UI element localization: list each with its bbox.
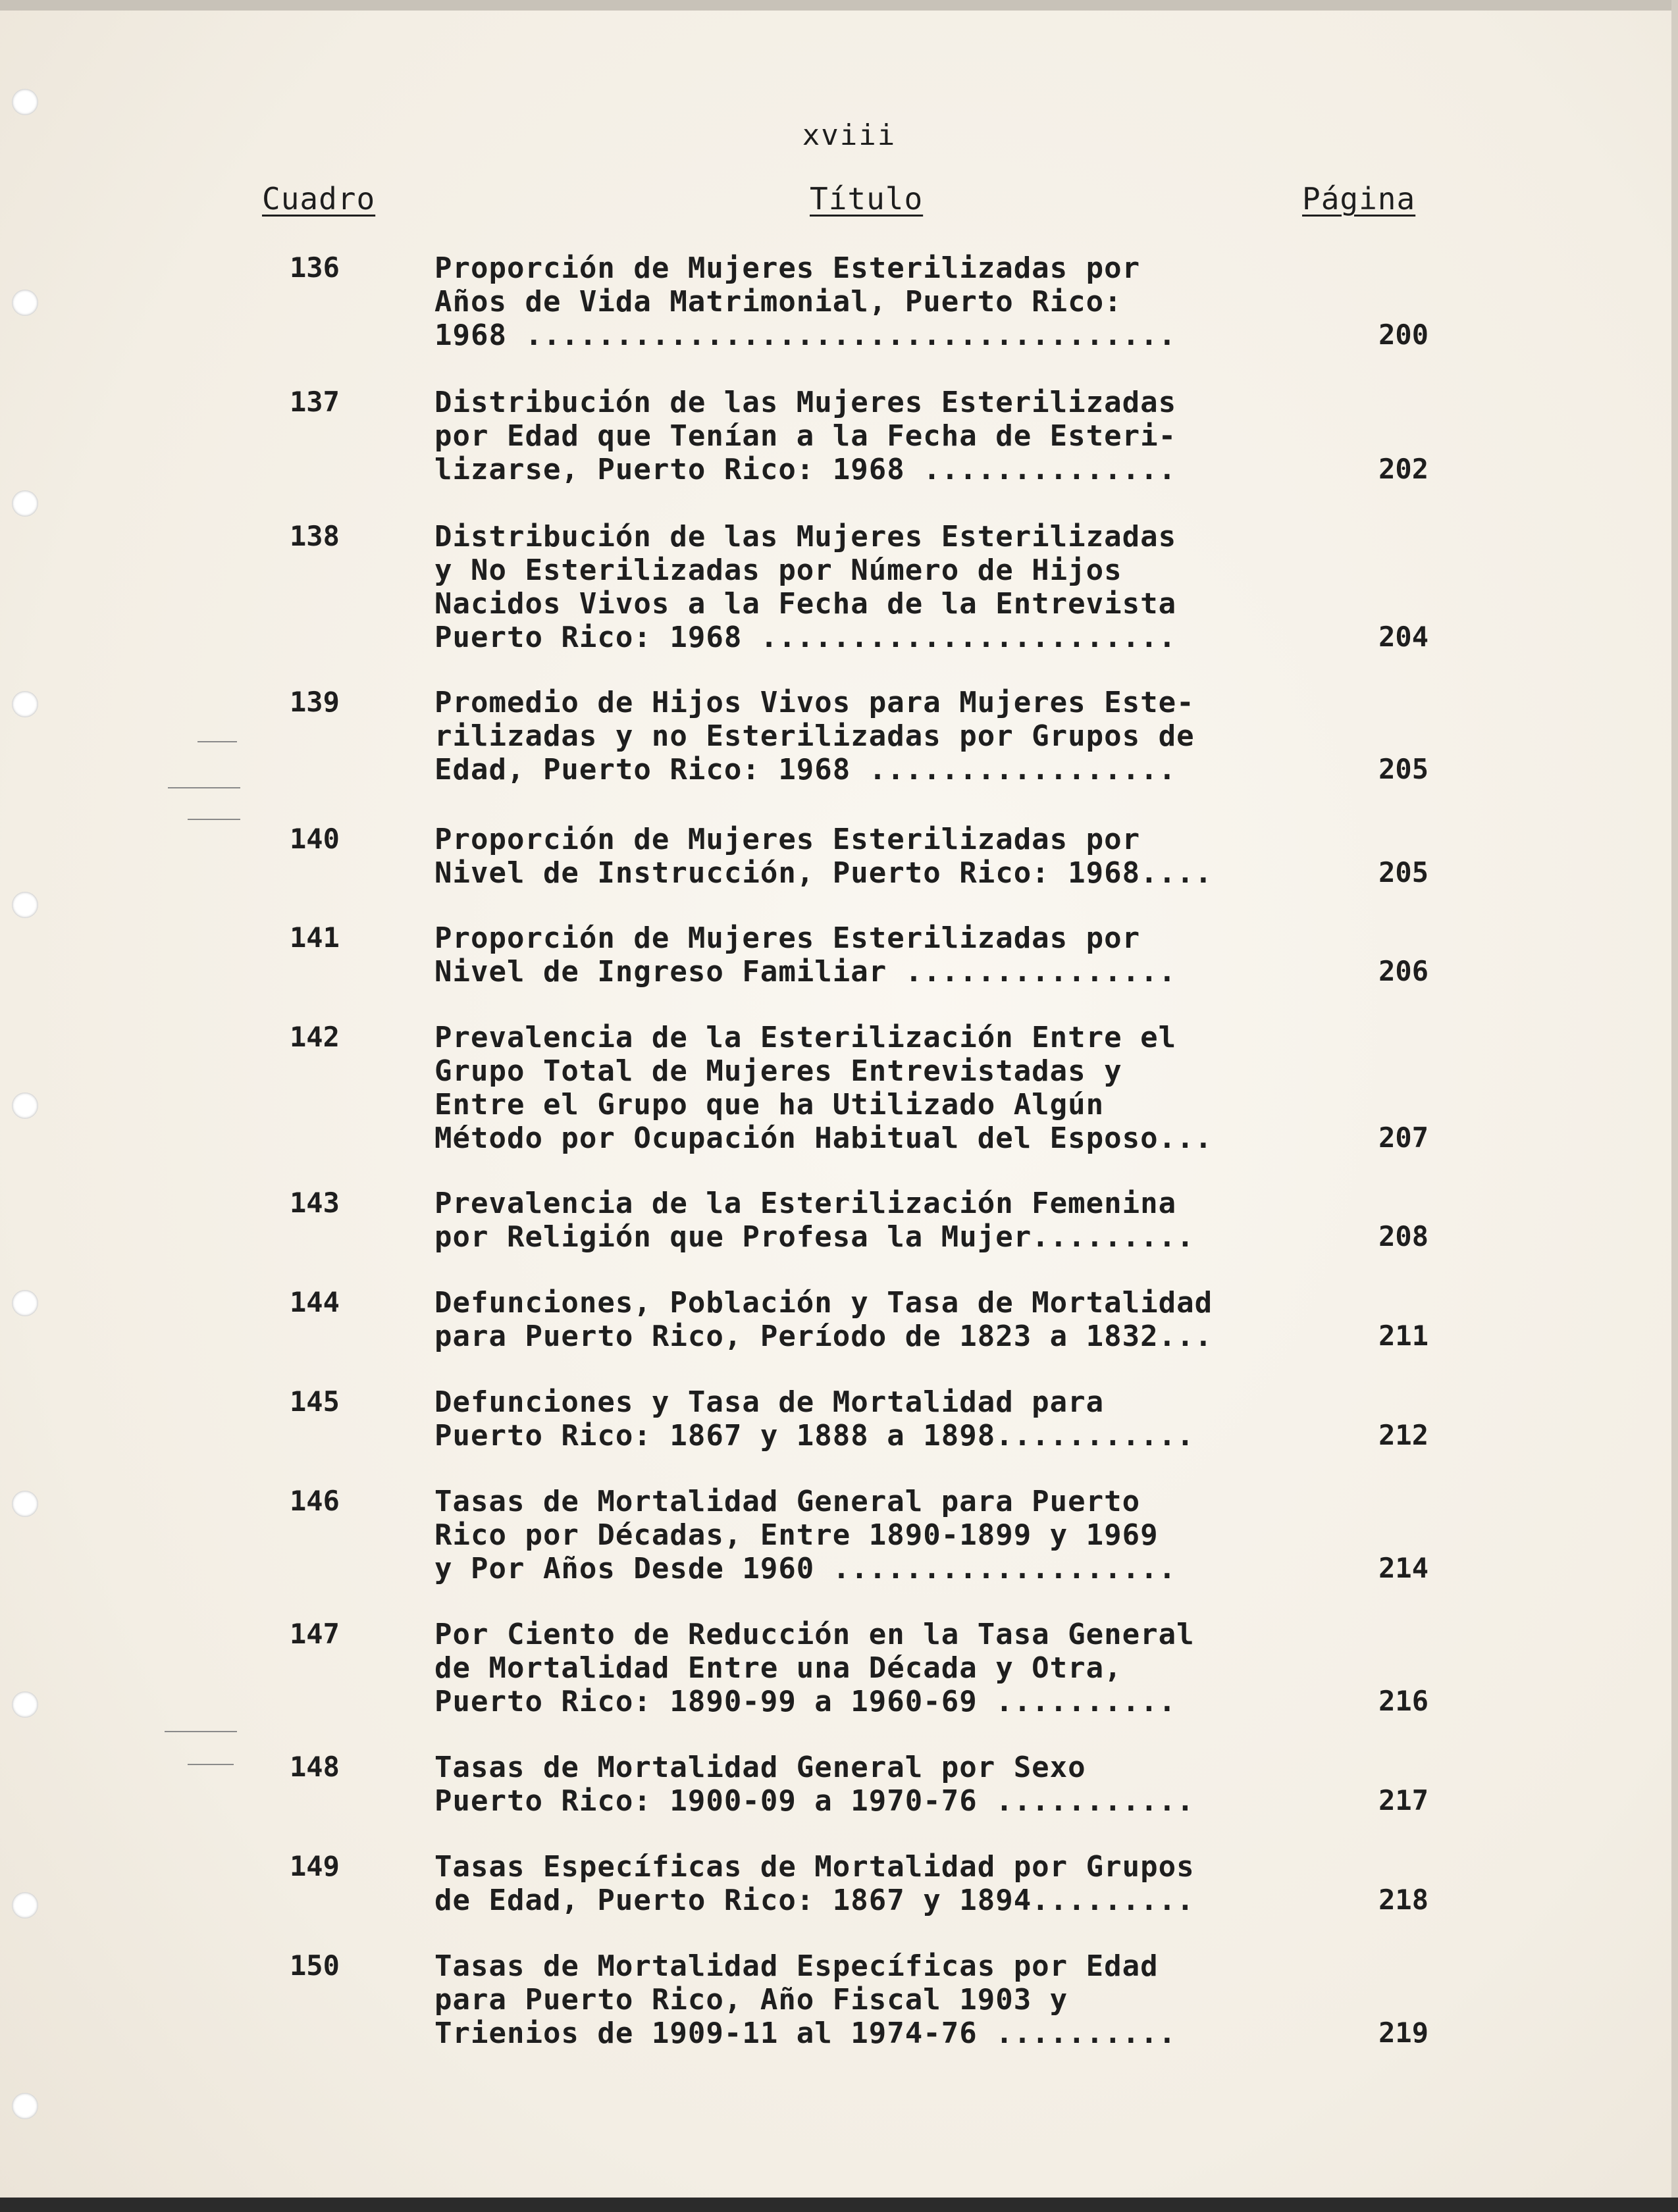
page-reference: 208 xyxy=(1378,1220,1429,1252)
table-number: 139 xyxy=(290,686,340,718)
page-reference: 205 xyxy=(1378,753,1429,785)
table-title: Proporción de Mujeres Esterilizadas por Nivel de Ingreso Familiar ............... xyxy=(434,921,1177,989)
table-title: Proporción de Mujeres Esterilizadas por Nivel de Instrucción, Puerto Rico: 1968.... xyxy=(434,823,1213,890)
table-title: Promedio de Hijos Vivos para Mujeres Este- rilizadas y no Esterilizadas por Grupos de Edad, Puerto Rico: 1968 ................. xyxy=(434,686,1195,786)
table-title: Prevalencia de la Esterilización Femenina por Religión que Profesa la Mujer......... xyxy=(434,1187,1195,1254)
table-title: Distribución de las Mujeres Esterilizadas por Edad que Tenían a la Fecha de Esteri- lizarse, Puerto Rico: 1968 .............. xyxy=(434,386,1177,486)
table-number: 150 xyxy=(290,1949,340,1982)
table-title: Prevalencia de la Esterilización Entre el Grupo Total de Mujeres Entrevistadas y Entre el Grupo que ha Utilizado Algún Método por Ocupación Habitual del Esposo... xyxy=(434,1021,1213,1155)
table-number: 136 xyxy=(290,251,340,284)
table-number: 144 xyxy=(290,1286,340,1318)
table-number: 149 xyxy=(290,1850,340,1882)
table-title: Tasas de Mortalidad Específicas por Edad para Puerto Rico, Año Fiscal 1903 y Trienios de 1909-11 al 1974-76 .......... xyxy=(434,1949,1177,2050)
table-title: Proporción de Mujeres Esterilizadas por Años de Vida Matrimonial, Puerto Rico: 1968 .................................... xyxy=(434,251,1177,352)
page-reference: 202 xyxy=(1378,453,1429,485)
page-reference: 200 xyxy=(1378,319,1429,351)
table-number: 146 xyxy=(290,1485,340,1517)
page-number: xviii xyxy=(802,118,897,152)
page-reference: 205 xyxy=(1378,856,1429,888)
table-number: 140 xyxy=(290,823,340,855)
page-reference: 212 xyxy=(1378,1419,1429,1451)
page-reference: 207 xyxy=(1378,1121,1429,1154)
table-title: Tasas Específicas de Mortalidad por Grupos de Edad, Puerto Rico: 1867 y 1894......... xyxy=(434,1850,1195,1917)
table-number: 145 xyxy=(290,1385,340,1418)
page-reference: 211 xyxy=(1378,1320,1429,1352)
table-title: Distribución de las Mujeres Esterilizadas y No Esterilizadas por Número de Hijos Nacidos Vivos a la Fecha de la Entrevista Puerto Rico: 1968 ....................... xyxy=(434,520,1177,654)
table-number: 138 xyxy=(290,520,340,552)
table-number: 137 xyxy=(290,386,340,418)
table-number: 143 xyxy=(290,1187,340,1219)
table-title: Tasas de Mortalidad General para Puerto Rico por Décadas, Entre 1890-1899 y 1969 y Por Años Desde 1960 ................... xyxy=(434,1485,1177,1585)
table-number: 148 xyxy=(290,1751,340,1783)
table-title: Defunciones, Población y Tasa de Mortalidad para Puerto Rico, Período de 1823 a 1832... xyxy=(434,1286,1213,1353)
page-reference: 217 xyxy=(1378,1784,1429,1816)
page-reference: 219 xyxy=(1378,2017,1429,2049)
page-reference: 204 xyxy=(1378,621,1429,653)
pagina-column-header: Página xyxy=(1302,181,1416,217)
table-title: Por Ciento de Reducción en la Tasa General de Mortalidad Entre una Década y Otra, Puerto Rico: 1890-99 a 1960-69 .......... xyxy=(434,1618,1195,1718)
table-number: 142 xyxy=(290,1021,340,1053)
table-title: Tasas de Mortalidad General por Sexo Puerto Rico: 1900-09 a 1970-76 ........... xyxy=(434,1751,1195,1818)
table-number: 147 xyxy=(290,1618,340,1650)
page-reference: 214 xyxy=(1378,1552,1429,1584)
page-reference: 206 xyxy=(1378,955,1429,987)
cuadro-column-header: Cuadro xyxy=(262,181,376,217)
table-number: 141 xyxy=(290,921,340,954)
page-reference: 216 xyxy=(1378,1685,1429,1717)
titulo-column-header: Título xyxy=(810,181,924,217)
page-reference: 218 xyxy=(1378,1884,1429,1916)
table-title: Defunciones y Tasa de Mortalidad para Puerto Rico: 1867 y 1888 a 1898........... xyxy=(434,1385,1195,1453)
